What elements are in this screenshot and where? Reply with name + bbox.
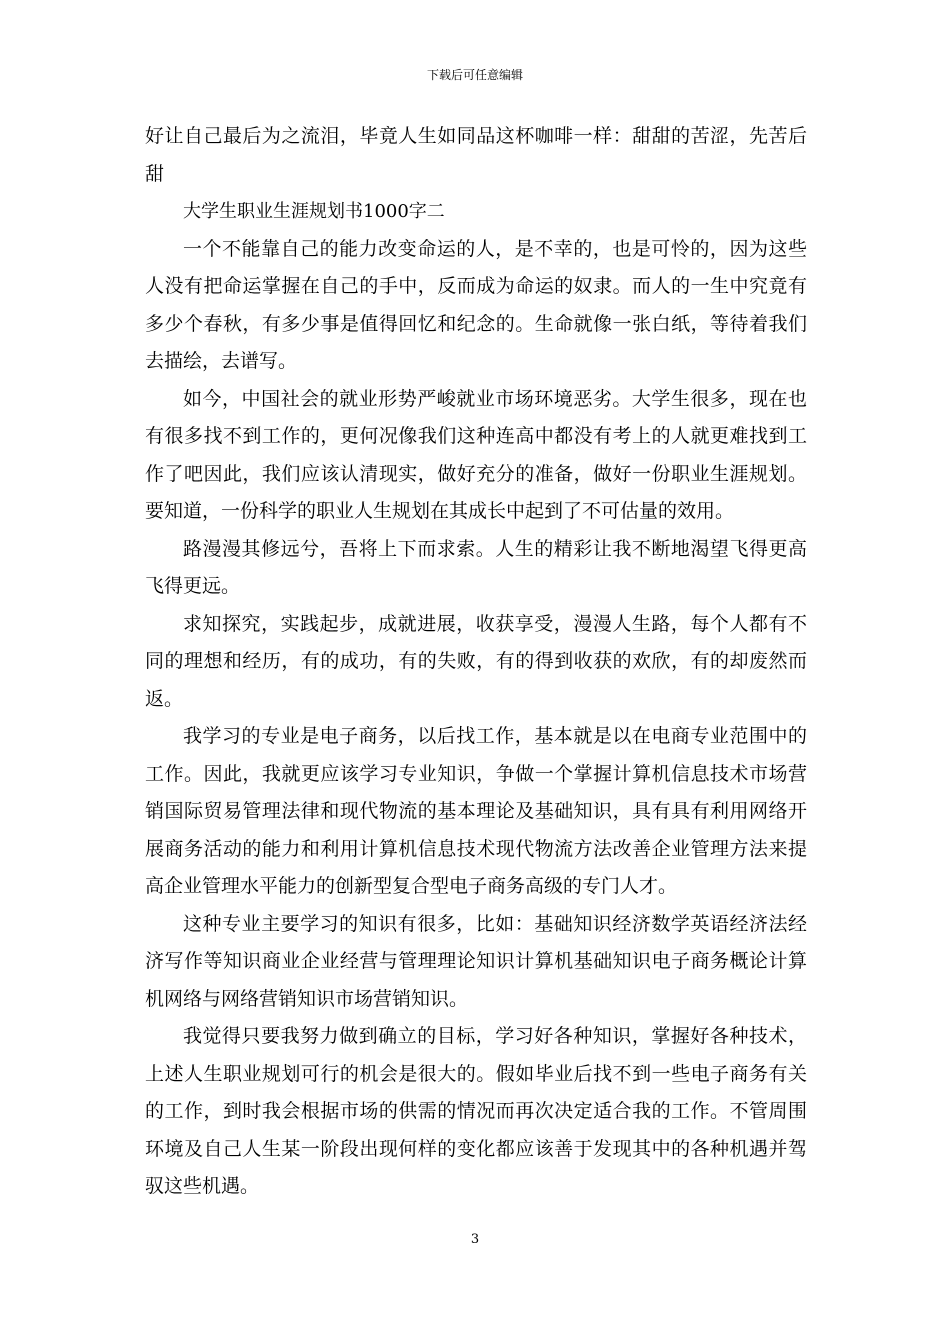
- paragraph: 这种专业主要学习的知识有很多，比如：基础知识经济数学英语经济法经济写作等知识商业企业经营与管理理论知识计算机基础知识电子商务概论计算机网络与网络营销知识市场营销知识。: [145, 912, 807, 1010]
- paragraph: 路漫漫其修远兮，吾将上下而求索。人生的精彩让我不断地渴望飞得更高飞得更远。: [145, 537, 807, 597]
- paragraph: 我学习的专业是电子商务，以后找工作，基本就是以在电商专业范围中的工作。因此，我就更应该学习专业知识，争做一个掌握计算机信息技术市场营销国际贸易管理法律和现代物流的基本理论及基础知识，具有具有利用网络开展商务活动的能力和利用计算机信息技术现代物流方法改善企业管理方法来提高企业管理水平能力的创新型复合型电子商务高级的专门人才。: [145, 725, 807, 897]
- page-number: 3: [470, 1232, 480, 1247]
- paragraph-continuation: 好让自己最后为之流泪，毕竟人生如同品这杯咖啡一样：甜甜的苦涩，先苦后甜: [145, 125, 807, 185]
- section-heading: 大学生职业生涯规划书1000字二: [183, 201, 445, 222]
- document-body: [145, 118, 807, 1206]
- paragraph: 一个不能靠自己的能力改变命运的人，是不幸的，也是可怜的，因为这些人没有把命运掌握在自己的手中，反而成为命运的奴隶。而人的一生中究竟有多少个春秋，有多少事是值得回忆和纪念的。生命就像一张白纸，等待着我们去描绘，去谱写。: [145, 237, 807, 372]
- page-header: 下载后可任意编辑: [426, 68, 523, 82]
- paragraph: 如今，中国社会的就业形势严峻就业市场环境恶劣。大学生很多，现在也有很多找不到工作的，更何况像我们这种连高中都没有考上的人就更难找到工作了吧因此，我们应该认清现实，做好充分的准备，做好一份职业生涯规划。要知道，一份科学的职业人生规划在其成长中起到了不可估量的效用。: [145, 387, 807, 522]
- paragraph: 我觉得只要我努力做到确立的目标，学习好各种知识，掌握好各种技术，上述人生职业规划可行的机会是很大的。假如毕业后找不到一些电子商务有关的工作，到时我会根据市场的供需的情况而再次决定适合我的工作。不管周围环境及自己人生某一阶段出现何样的变化都应该善于发现其中的各种机遇并驾驭这些机遇。: [145, 1025, 807, 1197]
- paragraph: 求知探究，实践起步，成就进展，收获享受，漫漫人生路，每个人都有不同的理想和经历，有的成功，有的失败，有的得到收获的欢欣，有的却废然而返。: [145, 612, 807, 710]
